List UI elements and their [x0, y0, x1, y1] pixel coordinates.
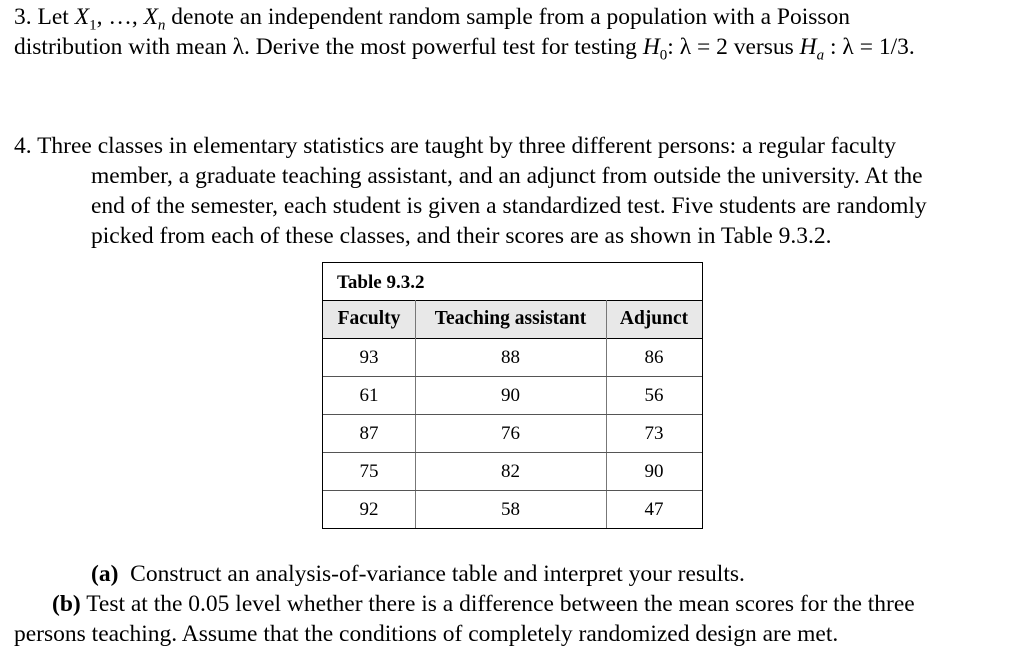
table-cell: 82: [501, 461, 520, 482]
table-cell: 90: [501, 385, 520, 406]
table-cell: 47: [644, 499, 664, 520]
table-title: Table 9.3.2: [337, 272, 425, 293]
part-b-text: Test at the 0.05 level whether there is a difference between the mean scores for the three: [86, 591, 915, 617]
problem-4-line-4: picked from each of these classes, and their scores are as shown in Table 9.3.2.: [91, 223, 832, 249]
table-row: [323, 491, 702, 529]
table-cell: 58: [501, 499, 520, 520]
table-row: [323, 453, 702, 491]
table-cell: 75: [359, 461, 379, 482]
problem-4-line-2: member, a graduate teaching assistant, and an adjunct from outside the university. At the: [91, 163, 923, 189]
part-b-line-2: persons teaching. Assume that the conditions of completely randomized design are met.: [14, 621, 839, 647]
table-cell: 76: [501, 423, 520, 444]
part-b-label: (b): [52, 591, 81, 617]
problem-3-line-1: 3. Let $X_1$, …, $X_n$ denote an independent random sample from a population with a Poisson: [14, 4, 851, 34]
table-header-row: [323, 300, 702, 339]
table-cell: 87: [359, 423, 379, 444]
xn-symbol: $X_n$: [143, 4, 166, 34]
table-cell: 93: [359, 347, 379, 368]
table-cell: 90: [644, 461, 664, 482]
x1-symbol: $X_1$: [74, 4, 97, 34]
table-cell: 73: [644, 423, 664, 444]
ha-symbol: $H_a$: [799, 34, 825, 64]
table-cell: 92: [359, 499, 379, 520]
table-cell: 56: [644, 385, 664, 406]
part-a-label: (a): [91, 561, 119, 587]
part-b-line-1: [52, 590, 915, 618]
scores-table: [322, 262, 703, 529]
table-row: [323, 415, 702, 453]
part-a-text: Construct an analysis-of-variance table and interpret your results.: [130, 561, 745, 587]
problem-3-number: 3.: [14, 4, 32, 30]
problem-4-line-1: 4. Three classes in elementary statistics are taught by three different persons: a regular faculty: [14, 133, 897, 159]
table-cell: 86: [644, 347, 664, 368]
part-a: [91, 560, 745, 588]
header-teaching-assistant: Teaching assistant: [434, 308, 587, 329]
header-adjunct: Adjunct: [619, 308, 689, 329]
table-cell: 61: [359, 385, 379, 406]
problem-4-line-3: end of the semester, each student is given a standardized test. Five students are randomly: [91, 193, 927, 219]
table-row: [323, 339, 702, 377]
h0-symbol: $H_0$: [642, 34, 668, 64]
table-cell: 88: [501, 347, 520, 368]
header-faculty: Faculty: [337, 308, 401, 329]
table-row: [323, 377, 702, 415]
problem-3-line-2: distribution with mean λ. Derive the most powerful test for testing $H_0$: λ = 2 versus $H_a$ : λ = 1/3.: [14, 34, 915, 64]
